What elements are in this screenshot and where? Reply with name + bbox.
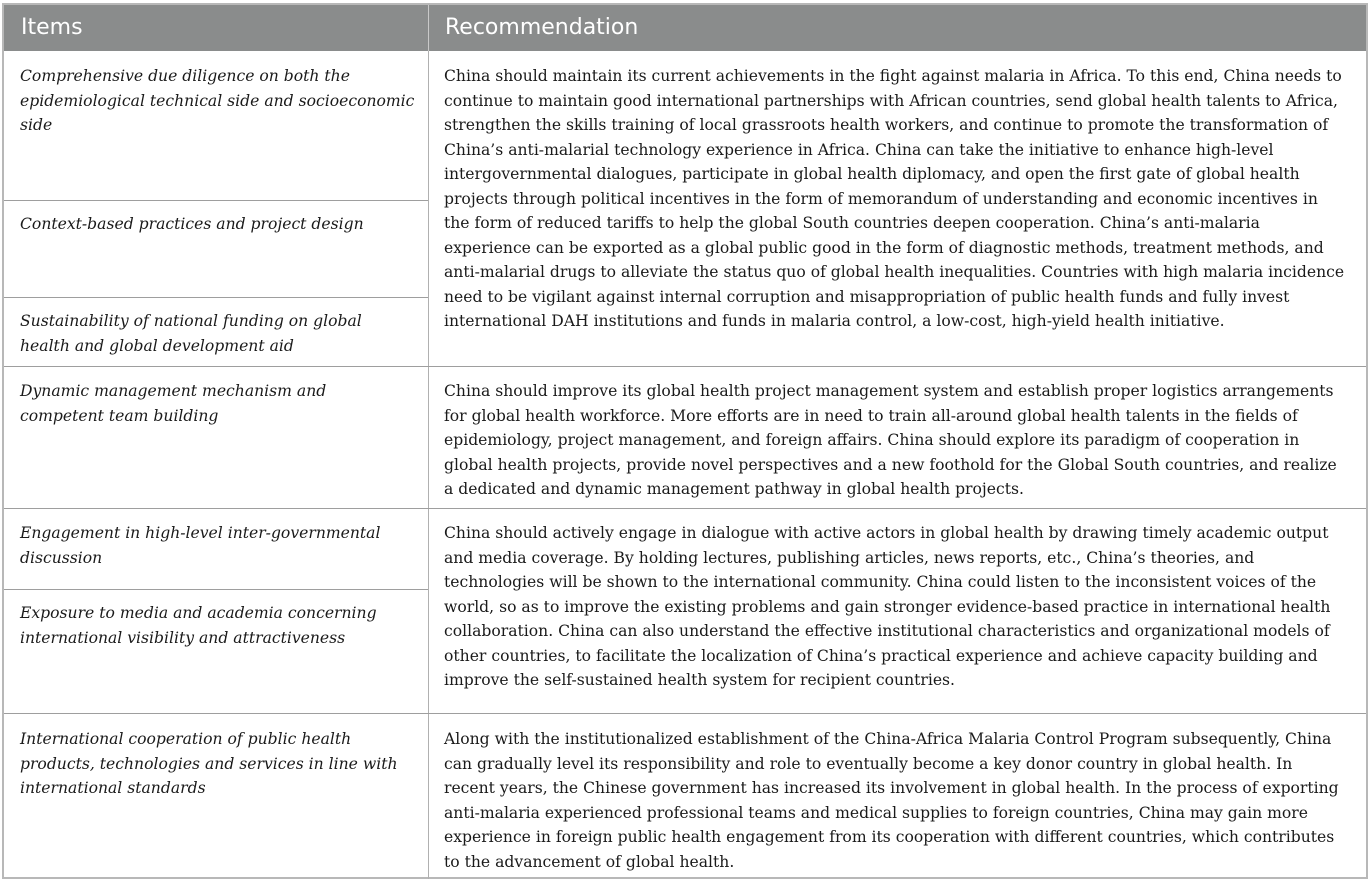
recommendation-cell: Along with the institutionalized establishment of the China-Africa Malaria Control Program subsequently, China can gradually level its responsibility and role to eventually become a key donor country in global health. In recent years, the Chinese government has increased its involvement in global health. In the process of exporting anti-malaria experienced professional teams and medical supplies to foreign countries, China may gain more experience in foreign public health engagement from its cooperation with different countries, which contributes to the advancement of global health. (444, 730, 1339, 871)
item-cell: Sustainability of national funding on global health and global development aid (20, 312, 362, 355)
item-divider (4, 589, 428, 590)
item-divider (4, 200, 428, 201)
header-divider (428, 5, 429, 51)
header-items: Items (21, 15, 83, 40)
column-divider (428, 51, 429, 879)
item-cell: International cooperation of public health products, technologies and services in line with international standards (20, 730, 398, 797)
recommendation-cell: China should maintain its current achievements in the fight against malaria in Africa. To this end, China needs to continue to maintain good international partnerships with African countries, send global health talents to Africa, strengthen the skills training of local grassroots health workers, and continue to promote the transformation of China’s anti-malarial technology experience in Africa. China can take the initiative to enhance high-level intergovernmental dialogues, participate in global health diplomacy, and open the first gate of global health projects through political incentives in the form of memorandum of understanding and economic incentives in the form of reduced tariffs to help the global South countries deepen cooperation. China’s anti-malaria experience can be exported as a global public good in the form of diagnostic methods, treatment methods, and anti-malarial drugs to alleviate the status quo of global health inequalities. Countries with high malaria incidence need to be vigilant against internal corruption and misappropriation of public health funds and fully invest international DAH institutions and funds in malaria control, a low-cost, high-yield health initiative. (444, 67, 1345, 330)
item-cell: Dynamic management mechanism and competent team building (20, 382, 327, 425)
item-cell: Exposure to media and academia concerning international visibility and attractiveness (20, 604, 377, 647)
table-header (4, 5, 1366, 51)
item-cell: Comprehensive due diligence on both the epidemiological technical side and socioeconomic side (20, 67, 415, 134)
item-cell: Engagement in high-level inter-governmental discussion (20, 524, 381, 567)
item-cell: Context-based practices and project design (20, 215, 364, 233)
recommendations-table (2, 3, 1368, 879)
row-divider (4, 508, 1366, 509)
item-divider (4, 297, 428, 298)
row-divider (4, 366, 1366, 367)
recommendation-cell: China should actively engage in dialogue with active actors in global health by drawing timely academic output and media coverage. By holding lectures, publishing articles, news reports, etc., China’s theories, and technologies will be shown to the international community. China could listen to the inconsistent voices of the world, so as to improve the existing problems and gain stronger evidence-based practice in international health collaboration. China can also understand the effective institutional characteristics and organizational models of other countries, to facilitate the localization of China’s practical experience and achieve capacity building and improve the self-sustained health system for recipient countries. (444, 524, 1331, 689)
header-recommendation: Recommendation (445, 15, 639, 40)
row-divider (4, 713, 1366, 714)
recommendation-cell: China should improve its global health project management system and establish proper logistics arrangements for global health workforce. More efforts are in need to train all-around global health talents in the fields of epidemiology, project management, and foreign affairs. China should explore its paradigm of cooperation in global health projects, provide novel perspectives and a new foothold for the Global South countries, and realize a dedicated and dynamic management pathway in global health projects. (444, 382, 1337, 498)
